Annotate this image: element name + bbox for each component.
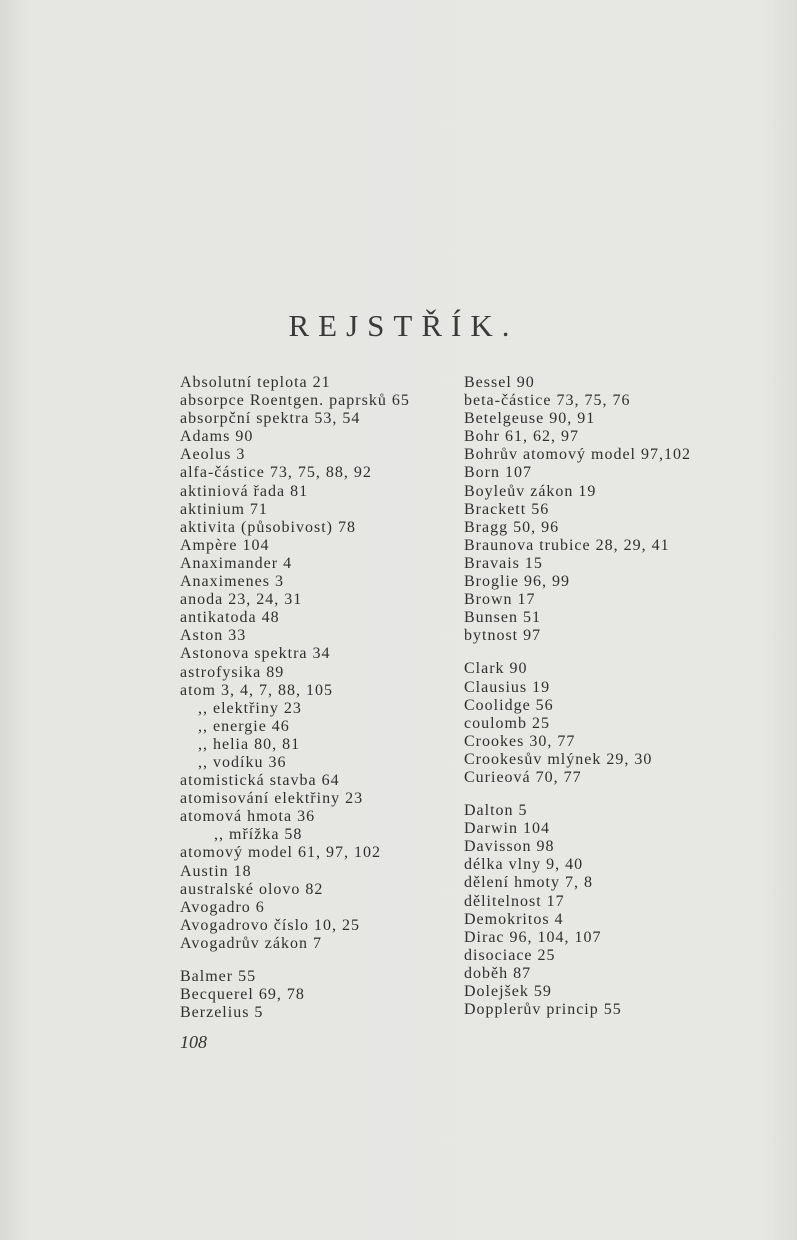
index-entry: Broglie 96, 99	[464, 573, 570, 591]
index-entry: coulomb 25	[464, 714, 550, 732]
index-entry: aktinium 71	[180, 500, 268, 518]
index-entry: aktivita (působivost) 78	[180, 518, 356, 536]
index-entry: atom 3, 4, 7, 88, 105	[180, 681, 333, 699]
index-entry: atomistická stavba 64	[180, 772, 340, 790]
letter-group-gap	[464, 645, 691, 660]
index-entry: ,, helia 80, 81	[198, 735, 301, 753]
index-entry: Braunova trubice 28, 29, 41	[464, 536, 670, 554]
index-entry: Avogadrův zákon 7	[180, 934, 322, 952]
index-entry: astrofysika 89	[180, 663, 285, 681]
index-entry: Balmer 55	[180, 968, 257, 985]
index-entry: Berzelius 5	[180, 1004, 264, 1022]
index-entry: Bessel 90	[464, 374, 535, 391]
index-entry: Brown 17	[464, 591, 536, 609]
index-entry: atomová hmota 36	[180, 808, 316, 826]
index-entry: Becquerel 69, 78	[180, 986, 305, 1004]
index-entry: Absolutní teplota 21	[180, 374, 331, 391]
index-entry: ,, vodíku 36	[198, 753, 287, 771]
index-entry: ,, elektřiny 23	[198, 699, 302, 717]
index-entry: Born 107	[464, 464, 532, 482]
index-entry: Betelgeuse 90, 91	[464, 410, 596, 428]
index-entry: Dirac 96, 104, 107	[464, 928, 602, 946]
index-entry: délka vlny 9, 40	[464, 856, 584, 874]
index-entry: Dalton 5	[464, 802, 528, 820]
index-entry: Crookes 30, 77	[464, 732, 576, 750]
index-entry: disociace 25	[464, 946, 556, 964]
index-entry: absorpční spektra 53, 54	[180, 410, 361, 428]
index-entry: dělitelnost 17	[464, 892, 565, 910]
index-entry: Astonova spektra 34	[180, 645, 331, 663]
index-entry: Darwin 104	[464, 820, 550, 838]
index-entry: Anaximander 4	[180, 554, 293, 572]
index-entry: Ampère 104	[180, 536, 270, 554]
index-entry: aktiniová řada 81	[180, 482, 309, 500]
index-entry: Aston 33	[180, 627, 247, 645]
index-entry: anoda 23, 24, 31	[180, 591, 303, 609]
index-entry: Bravais 15	[464, 554, 543, 572]
index-entry: Avogadrovo číslo 10, 25	[180, 916, 361, 934]
index-entry: beta-částice 73, 75, 76	[464, 392, 631, 410]
index-entry: Clark 90	[464, 660, 528, 678]
index-column-right	[464, 374, 691, 1019]
index-entry: bytnost 97	[464, 627, 542, 645]
index-entry: australské olovo 82	[180, 880, 324, 898]
index-entry: Dolejšek 59	[464, 983, 552, 1000]
index-entry: Austin 18	[180, 862, 252, 880]
index-entry: dělení hmoty 7, 8	[464, 874, 593, 892]
index-entry: Anaximenes 3	[180, 573, 284, 591]
index-entry: antikatoda 48	[180, 609, 280, 627]
index-entry: Adams 90	[180, 428, 254, 446]
letter-group-gap	[464, 787, 691, 802]
index-entry: Bunsen 51	[464, 609, 541, 627]
index-entry: ,, mřížka 58	[214, 826, 303, 844]
index-entry: doběh 87	[464, 964, 532, 982]
index-entry: Bohrův atomový model 97,102	[464, 446, 691, 464]
index-entry: atomový model 61, 97, 102	[180, 844, 381, 862]
index-entry: Bohr 61, 62, 97	[464, 428, 579, 446]
page-number: 108	[180, 1032, 207, 1052]
index-entry: Aeolus 3	[180, 446, 246, 464]
index-entry: absorpce Roentgen. paprsků 65	[180, 392, 410, 410]
index-entry: Dopplerův princip 55	[464, 1001, 622, 1019]
index-entry: alfa-částice 73, 75, 88, 92	[180, 464, 372, 482]
index-entry: Crookesův mlýnek 29, 30	[464, 750, 653, 768]
page-title: REJSTŘÍK.	[288, 308, 519, 343]
index-entry: Boyleův zákon 19	[464, 482, 597, 500]
index-entry: ,, energie 46	[198, 717, 290, 735]
index-entry: Coolidge 56	[464, 696, 554, 714]
index-entry: Curieová 70, 77	[464, 768, 582, 786]
index-entry: Davisson 98	[464, 838, 555, 856]
index-entry: Bragg 50, 96	[464, 518, 560, 536]
letter-group-gap	[180, 953, 410, 968]
index-entry: Brackett 56	[464, 500, 550, 518]
index-column-left	[180, 374, 410, 1022]
index-entry: Clausius 19	[464, 678, 551, 696]
index-entry: Avogadro 6	[180, 898, 265, 916]
index-entry: Demokritos 4	[464, 910, 564, 928]
index-entry: atomisování elektřiny 23	[180, 790, 364, 808]
